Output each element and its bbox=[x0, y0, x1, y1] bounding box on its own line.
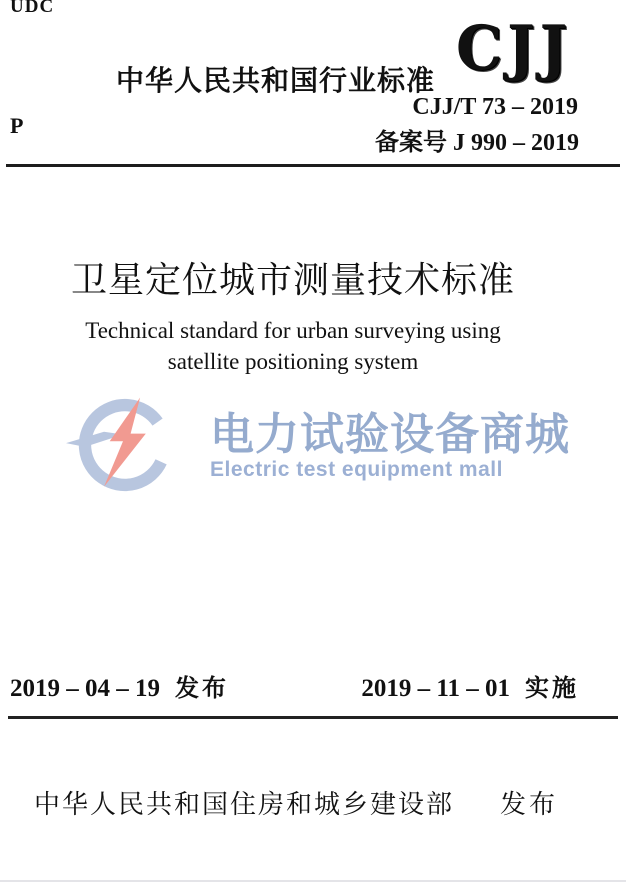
page-title: 卫星定位城市测量技术标准 bbox=[70, 260, 515, 300]
page-title-english-line2: satellite positioning system bbox=[167, 349, 419, 374]
watermark-chinese-text: 电力试验设备商城 bbox=[210, 410, 570, 459]
header-divider-rule bbox=[6, 164, 620, 167]
record-number: 备案号 J 990 – 2019 bbox=[375, 130, 579, 156]
publisher-name: 中华人民共和国住房和城乡建设部 bbox=[34, 789, 455, 819]
scan-edge-line bbox=[0, 880, 626, 882]
watermark-english-text: Electric test equipment mall bbox=[210, 458, 503, 481]
watermark bbox=[50, 386, 590, 504]
implement-date: 2019 – 11 – 01 bbox=[361, 675, 510, 702]
issue-label: 发布 bbox=[175, 675, 229, 702]
standard-category-heading: 中华人民共和国行业标准 bbox=[116, 66, 436, 97]
cjj-logo: CJJ bbox=[456, 12, 573, 84]
publisher-action-label: 发布 bbox=[500, 789, 559, 819]
issue-date-group bbox=[10, 668, 229, 703]
footer-divider-rule bbox=[8, 716, 618, 719]
classification-code: P bbox=[10, 113, 24, 138]
publisher-row bbox=[34, 784, 558, 821]
page-title-english-line1: Technical standard for urban surveying using bbox=[85, 318, 501, 343]
udc-label: UDC bbox=[10, 0, 55, 17]
dates-row bbox=[0, 668, 626, 702]
issue-date: 2019 – 04 – 19 bbox=[10, 675, 160, 702]
implement-label: 实施 bbox=[525, 675, 579, 702]
lightning-circle-logo-icon bbox=[64, 388, 182, 502]
standard-number: CJJ/T 73 – 2019 bbox=[412, 94, 578, 120]
implement-date-group bbox=[361, 668, 579, 703]
